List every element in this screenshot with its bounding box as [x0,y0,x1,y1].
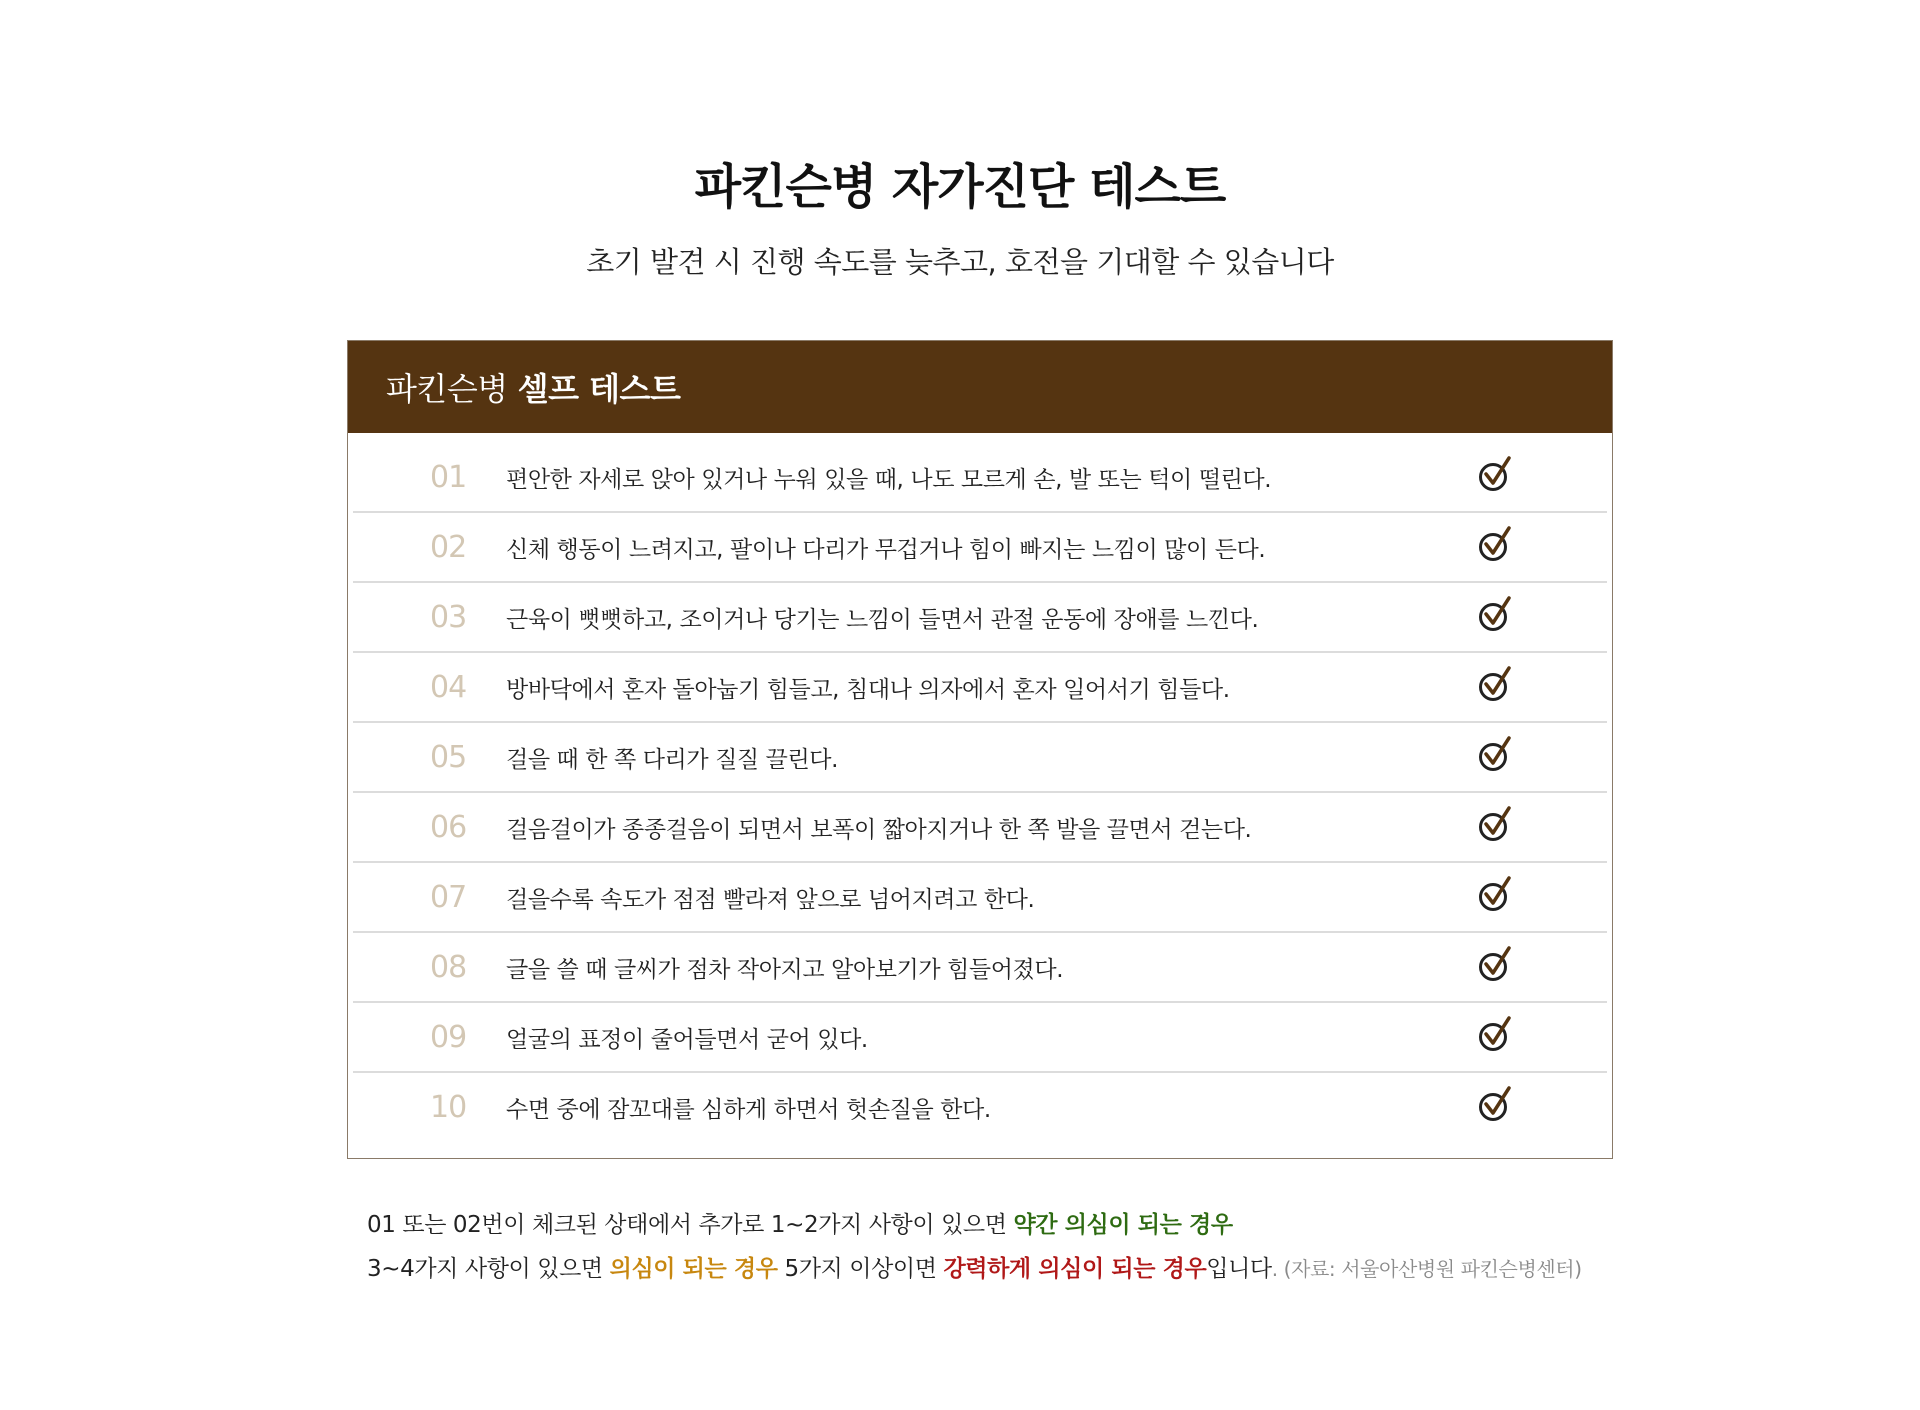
guide-text: 5가지 이상이면 [777,1256,944,1282]
item-text: 방바닥에서 혼자 돌아눕기 힘들고, 침대나 의자에서 혼자 일어서기 힘들다. [506,676,1230,703]
item-number: 09 [430,1019,467,1055]
page-subtitle: 초기 발견 시 진행 속도를 늦추고, 호전을 기대할 수 있습니다 [586,245,1334,279]
result-guide-line-1 [367,1206,1233,1239]
checked-circle-icon[interactable] [1478,875,1518,915]
header-label-strong: 셀프 테스트 [517,370,681,408]
page-title: 파킨슨병 자가진단 테스트 [694,159,1226,215]
checked-circle-icon[interactable] [1478,455,1518,495]
item-number: 02 [430,529,467,565]
checklist-row [353,1073,1607,1141]
item-number: 06 [430,809,467,845]
guide-text: 01 또는 02번이 체크된 상태에서 추가로 1~2가지 사항이 있으면 [367,1212,1014,1238]
checked-circle-icon[interactable] [1478,945,1518,985]
check-icon-graphic [1478,1015,1518,1055]
item-number: 10 [430,1089,467,1125]
check-icon-graphic [1478,945,1518,985]
checked-circle-icon[interactable] [1478,735,1518,775]
checklist-row [353,1003,1607,1073]
checked-circle-icon[interactable] [1478,1015,1518,1055]
check-icon-graphic [1478,1085,1518,1125]
source-note: . (자료: 서울아산병원 파킨슨병센터) [1271,1257,1582,1281]
checklist [348,443,1612,1141]
check-icon-graphic [1478,735,1518,775]
item-number: 05 [430,739,467,775]
item-text: 수면 중에 잠꼬대를 심하게 하면서 헛손질을 한다. [506,1096,991,1123]
item-text: 얼굴의 표정이 줄어들면서 굳어 있다. [506,1026,868,1053]
header-label: 파킨슨병 [386,370,508,408]
check-icon-graphic [1478,595,1518,635]
check-icon-graphic [1478,805,1518,845]
item-number: 04 [430,669,467,705]
item-number: 07 [430,879,467,915]
checklist-row [353,863,1607,933]
item-number: 08 [430,949,467,985]
item-text: 신체 행동이 느려지고, 팔이나 다리가 무겁거나 힘이 빠지는 느낌이 많이 든다. [506,536,1266,563]
item-text: 걸음걸이가 종종걸음이 되면서 보폭이 짧아지거나 한 쪽 발을 끌면서 걷는다. [506,816,1252,843]
checked-circle-icon[interactable] [1478,805,1518,845]
item-number: 03 [430,599,467,635]
checklist-row [353,443,1607,513]
item-text: 걸을 때 한 쪽 다리가 질질 끌린다. [506,746,839,773]
guide-suspicion: 의심이 되는 경우 [609,1256,778,1282]
checklist-row [353,513,1607,583]
checked-circle-icon[interactable] [1478,595,1518,635]
checklist-row [353,583,1607,653]
result-guide-line-2 [367,1250,1582,1283]
checklist-row [353,793,1607,863]
guide-text: 3~4가지 사항이 있으면 [367,1256,610,1282]
item-text: 편안한 자세로 앉아 있거나 누워 있을 때, 나도 모르게 손, 발 또는 턱이 떨린다. [506,466,1272,493]
item-text: 글을 쓸 때 글씨가 점차 작아지고 알아보기가 힘들어졌다. [506,956,1064,983]
check-icon-graphic [1478,665,1518,705]
checklist-row [353,723,1607,793]
check-icon-graphic [1478,525,1518,565]
check-icon-graphic [1478,455,1518,495]
item-text: 걸을수록 속도가 점점 빨라져 앞으로 넘어지려고 한다. [506,886,1035,913]
self-test-header [348,341,1612,433]
checklist-row [353,933,1607,1003]
guide-text: 입니다 [1206,1256,1272,1282]
check-icon-graphic [1478,875,1518,915]
checked-circle-icon[interactable] [1478,665,1518,705]
guide-strong-suspicion: 강력하게 의심이 되는 경우 [943,1256,1207,1282]
checked-circle-icon[interactable] [1478,1085,1518,1125]
checklist-row [353,653,1607,723]
self-test-panel [347,340,1613,1159]
checked-circle-icon[interactable] [1478,525,1518,565]
item-number: 01 [430,459,467,495]
guide-mild-suspicion: 약간 의심이 되는 경우 [1013,1212,1233,1238]
item-text: 근육이 뻣뻣하고, 조이거나 당기는 느낌이 들면서 관절 운동에 장애를 느낀다. [506,606,1259,633]
